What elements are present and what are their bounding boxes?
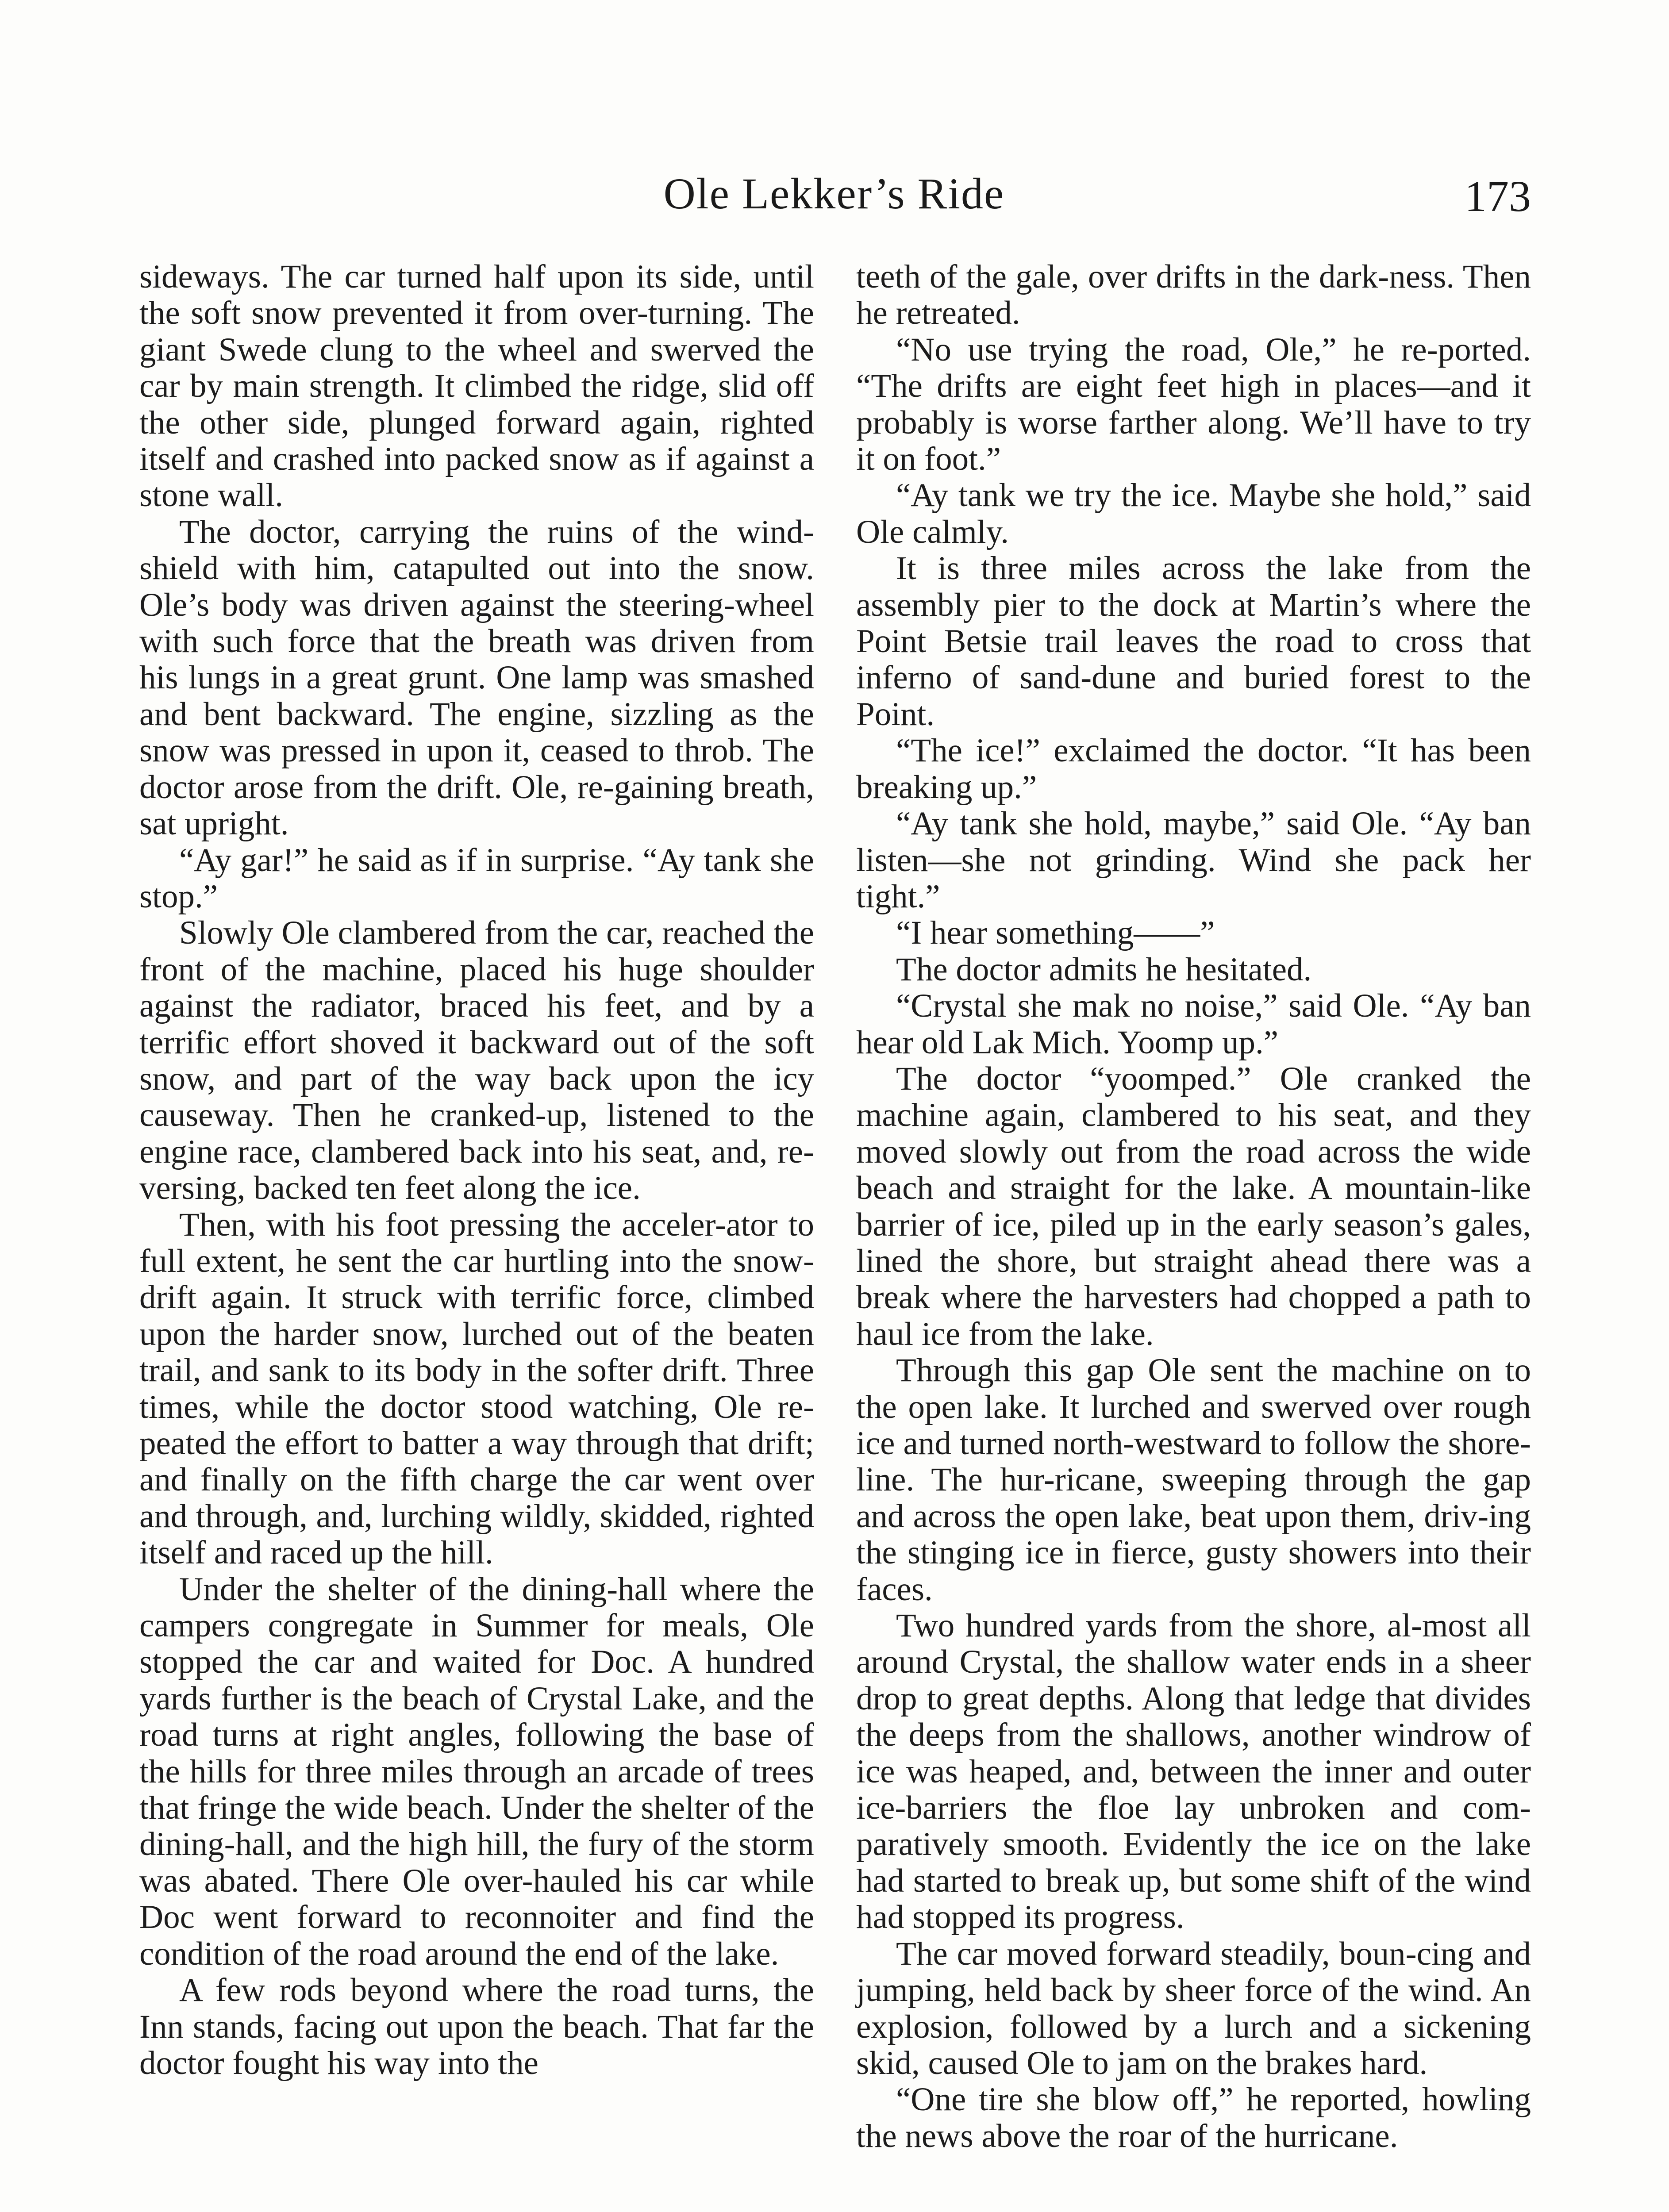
paragraph: “Crystal she mak no noise,” said Ole. “Ay ban hear old Lak Mich. Yoomp up.” xyxy=(856,987,1531,1061)
paragraph: Through this gap Ole sent the machine on to the open lake. It lurched and swerved over rough ice and turned north-westward to follow the shore-line. The hur-ricane, sweeping through the gap and across the open lake, beat upon them, driv-ing the stinging ice in fierce, gusty showers into their faces. xyxy=(856,1352,1531,1608)
paragraph: Slowly Ole clambered from the car, reached the front of the machine, placed his huge shoulder against the radiator, braced his feet, and by a terrific effort shoved it backward out of the soft snow, and part of the way back upon the icy causeway. Then he cranked-up, listened to the engine race, clambered back into his seat, and, re-versing, backed ten feet along the ice. xyxy=(139,914,814,1207)
paragraph: “I hear something——” xyxy=(896,914,1215,952)
paragraph: sideways. The car turned half upon its side, until the soft snow prevented it from over-turning. The giant Swede clung to the wheel and swerved the car by main strength. It climbed the ridge, slid off the other side, plunged forward again, righted itself and crashed into packed snow as if against a stone wall. xyxy=(139,258,814,514)
left-column xyxy=(139,259,814,2081)
paragraph: “Ay tank she hold, maybe,” said Ole. “Ay ban listen—she not grinding. Wind she pack her tight.” xyxy=(856,805,1531,915)
paragraph: It is three miles across the lake from the assembly pier to the dock at Martin’s where the Point Betsie trail leaves the road to cross that inferno of sand-dune and buried forest to the Point. xyxy=(856,550,1531,733)
page-number: 173 xyxy=(1465,172,1531,221)
paragraph: “No use trying the road, Ole,” he re-ported. “The drifts are eight feet high in places—and it probably is worse farther along. We’ll have to try it on foot.” xyxy=(856,331,1531,478)
paragraph: The doctor admits he hesitated. xyxy=(896,951,1312,988)
paragraph: “One tire she blow off,” he reported, howling the news above the roar of the hurricane. xyxy=(856,2081,1531,2154)
paragraph: Then, with his foot pressing the acceler-ator to full extent, he sent the car hurtling into the snow-drift again. It struck with terrific force, climbed upon the harder snow, lurched out of the beaten trail, and sank to its body in the softer drift. Three times, while the doctor stood watching, Ole re-peated the effort to batter a way through that drift; and finally on the fifth charge the car went over and through, and, lurching wildly, skidded, righted itself and raced up the hill. xyxy=(139,1206,814,1571)
paragraph: The doctor “yoomped.” Ole cranked the machine again, clambered to his seat, and they moved slowly out from the road across the wide beach and straight for the lake. A mountain-like barrier of ice, piled up in the early season’s gales, lined the shore, but straight ahead there was a break where the harvesters had chopped a path to haul ice from the lake. xyxy=(856,1060,1531,1352)
paragraph: “Ay gar!” he said as if in surprise. “Ay tank she stop.” xyxy=(139,841,814,915)
paragraph: Two hundred yards from the shore, al-most all around Crystal, the shallow water ends in a sheer drop to great depths. Along that ledge that divides the deeps from the shallows, another windrow of ice was heaped, and, between the inner and outer ice-barriers the floe lay unbroken and com-paratively smooth. Evidently the ice on the lake had started to break up, but some shift of the wind had stopped its progress. xyxy=(856,1607,1531,1936)
right-column xyxy=(856,259,1531,2154)
running-head xyxy=(137,168,1531,230)
paragraph: A few rods beyond where the road turns, the Inn stands, facing out upon the beach. That far the doctor fought his way into the xyxy=(139,1972,814,2081)
paragraph: teeth of the gale, over drifts in the dark-ness. Then he retreated. xyxy=(856,258,1531,332)
paragraph: “Ay tank we try the ice. Maybe she hold,” said Ole calmly. xyxy=(856,477,1531,550)
running-title: Ole Lekker’s Ride xyxy=(663,169,1005,218)
paragraph: “The ice!” exclaimed the doctor. “It has been breaking up.” xyxy=(856,732,1531,806)
paragraph: The car moved forward steadily, boun-cing and jumping, held back by sheer force of the wind. An explosion, followed by a lurch and a sickening skid, caused Ole to jam on the brakes hard. xyxy=(856,1935,1531,2081)
paragraph: Under the shelter of the dining-hall where the campers congregate in Summer for meals, Ole stopped the car and waited for Doc. A hundred yards further is the beach of Crystal Lake, and the road turns at right angles, following the base of the hills for three miles through an arcade of trees that fringe the wide beach. Under the shelter of the dining-hall, and the high hill, the fury of the storm was abated. There Ole over-hauled his car while Doc went forward to reconnoiter and find the condition of the road around the end of the lake. xyxy=(139,1571,814,1972)
paragraph: The doctor, carrying the ruins of the wind-shield with him, catapulted out into the snow. Ole’s body was driven against the steering-wheel with such force that the breath was driven from his lungs in a great grunt. One lamp was smashed and bent backward. The engine, sizzling as the snow was pressed in upon it, ceased to throb. The doctor arose from the drift. Ole, re-gaining breath, sat upright. xyxy=(139,513,814,842)
